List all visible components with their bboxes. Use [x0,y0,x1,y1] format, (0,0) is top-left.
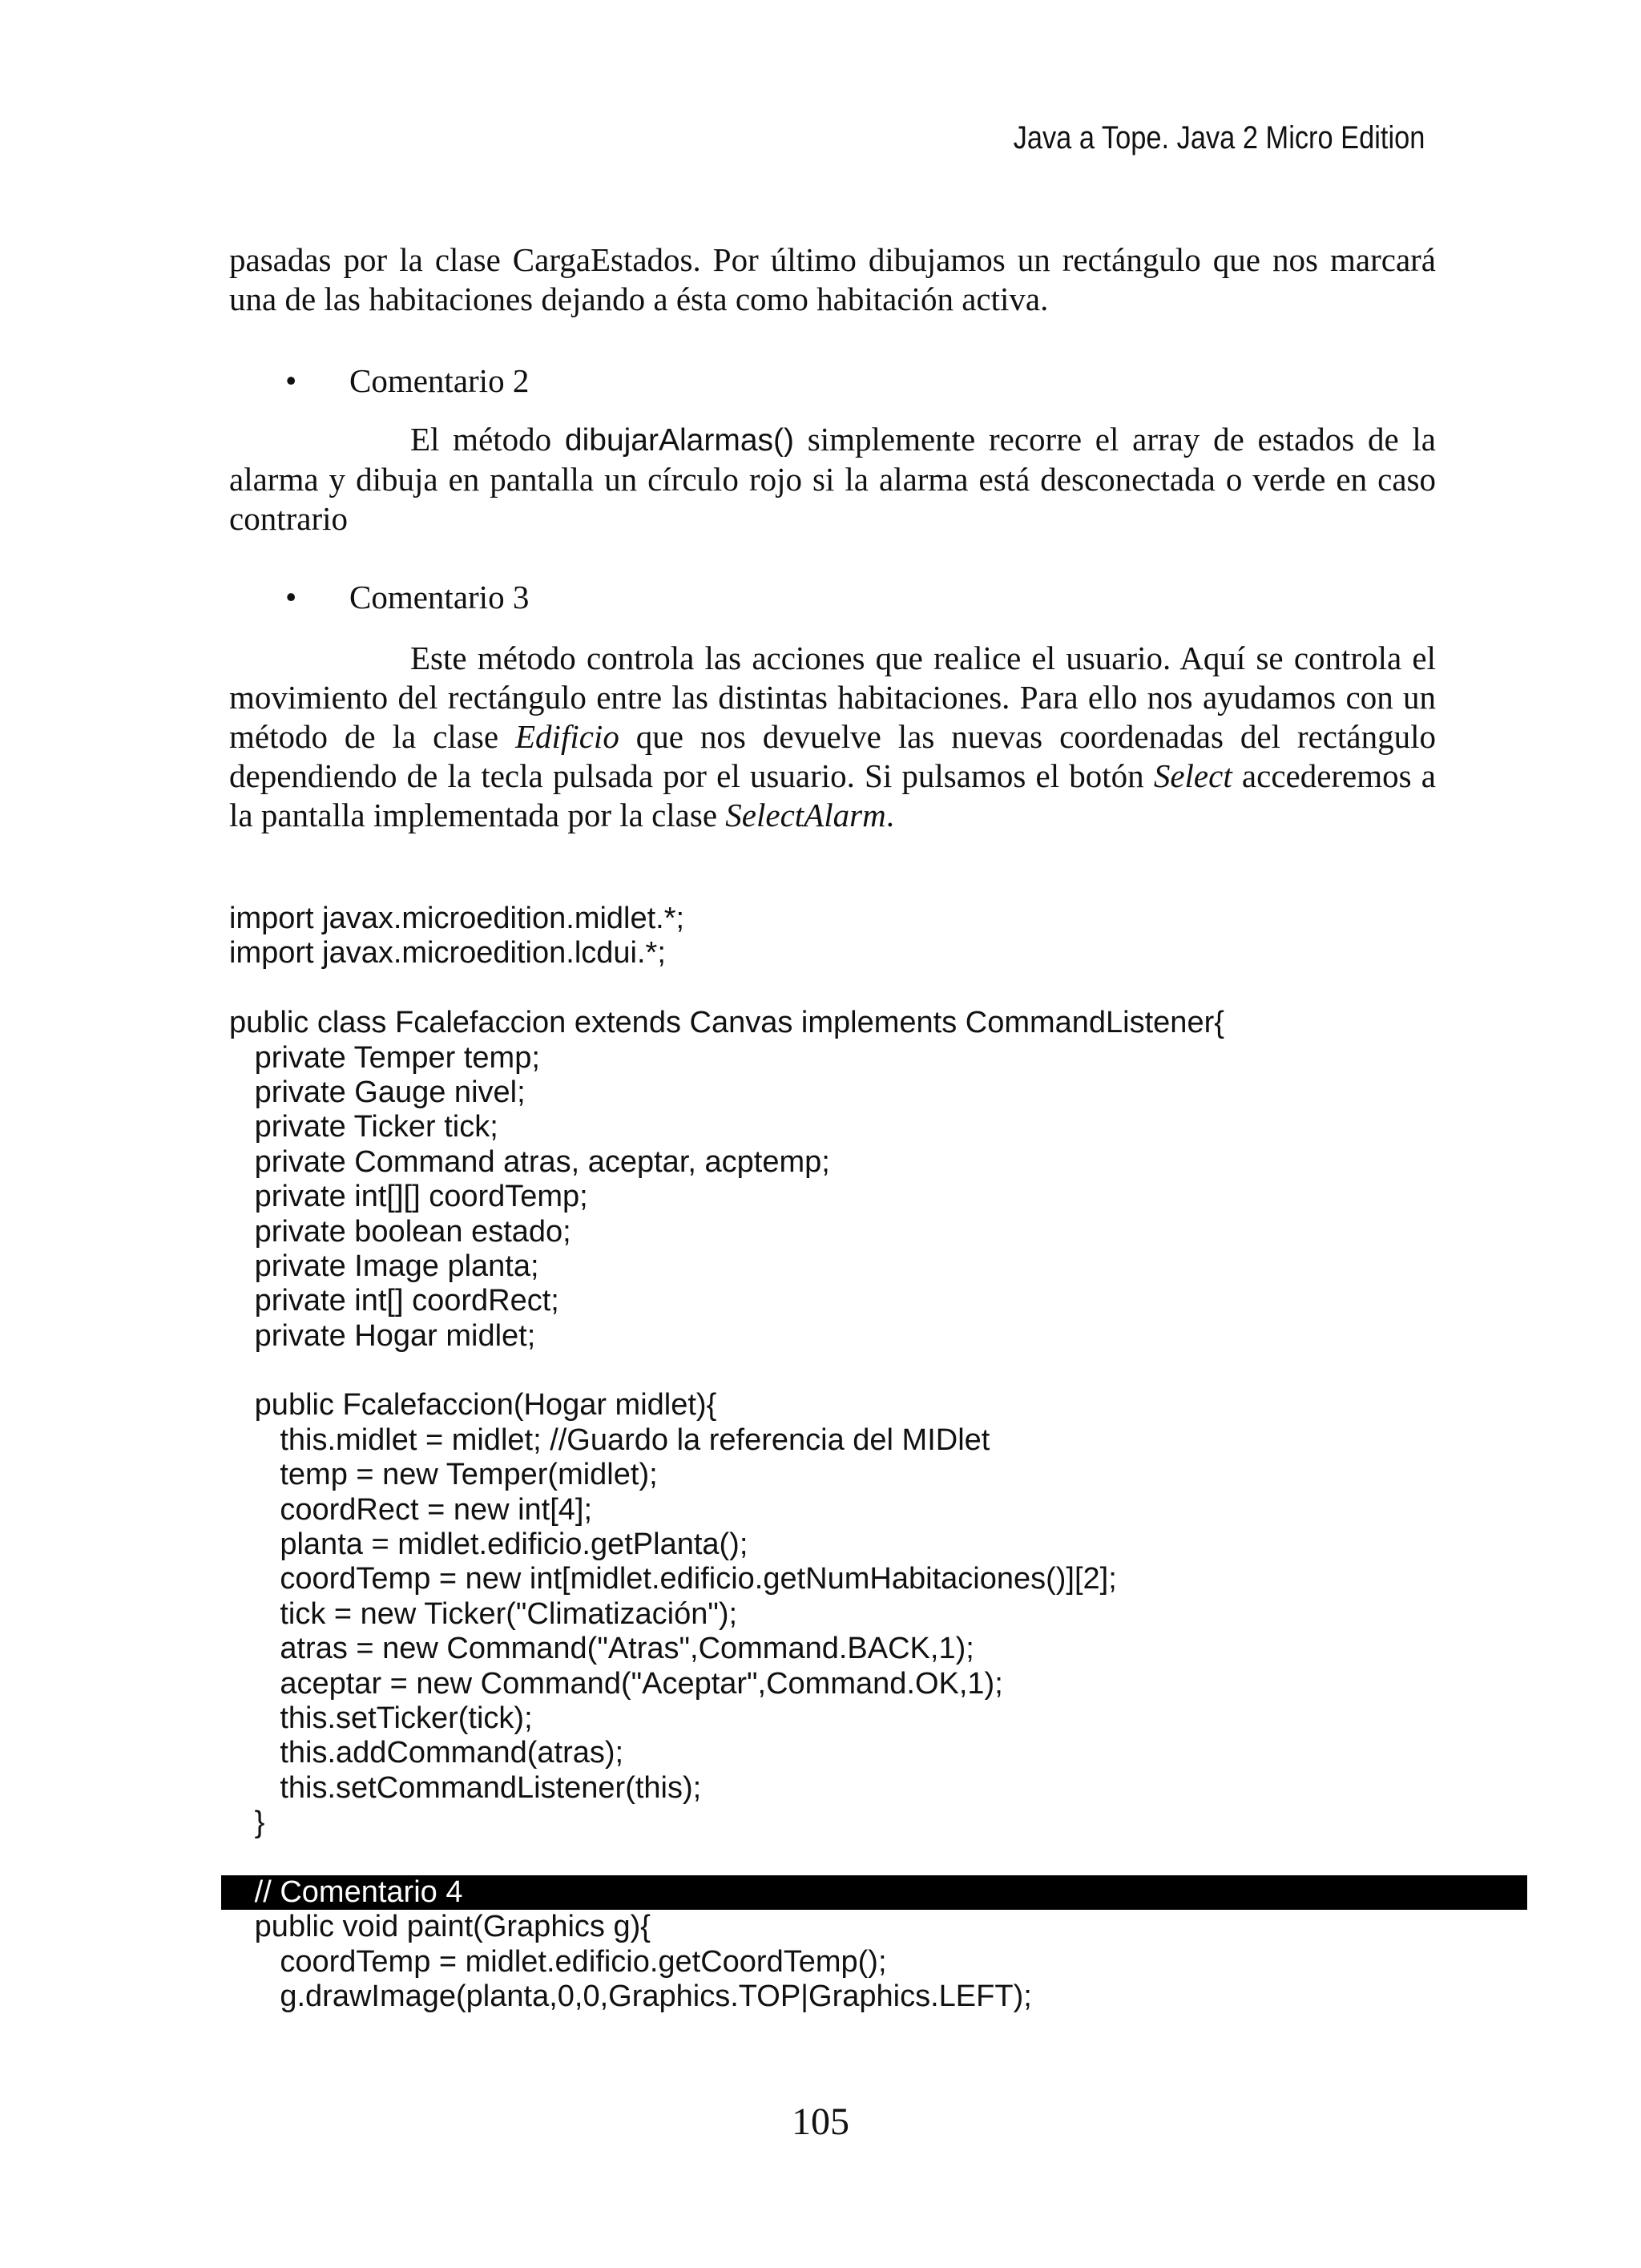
code-line: private Ticker tick; [229,1110,498,1144]
running-header: Java a Tope. Java 2 Micro Edition [1013,120,1425,155]
code-line: planta = midlet.edificio.getPlanta(); [229,1527,748,1562]
code-line: coordTemp = midlet.edificio.getCoordTemp(); [229,1944,887,1979]
code-line: this.midlet = midlet; //Guardo la referencia del MIDlet [229,1423,990,1457]
comment-3-text-3: accederemos a la pantalla implementada por la clase [229,757,1436,833]
code-line: public class Fcalefaccion extends Canvas implements CommandListener{ [229,1006,1224,1040]
code-line: g.drawImage(planta,0,0,Graphics.TOP|Graphics.LEFT); [229,1979,1032,2014]
comment-3-text-2: que nos devuelve las nuevas coordenadas del rectángulo dependiendo de la tecla pulsada por el usuario. Si pulsamos el botón [229,718,1436,794]
comment-2-text-before: El método [410,421,565,458]
code-line: private Image planta; [229,1249,539,1283]
code-line [229,971,1527,1006]
bullet-icon: • [285,362,297,399]
code-line: private Gauge nivel; [229,1075,526,1109]
code-line: aceptar = new Command("Aceptar",Command.OK,1); [229,1666,1003,1701]
comment-3-paragraph [229,639,1436,835]
intro-paragraph: pasadas por la clase CargaEstados. Por último dibujamos un rectángulo que nos marcará una de las habitaciones dejando a ésta como habitación activa. [229,241,1436,317]
method-name: dibujarAlarmas() [564,423,794,458]
code-listing [229,902,1527,2015]
code-line: } [229,1806,265,1840]
code-line-highlighted: // Comentario 4 [221,1875,1527,1910]
comment-3-text-4: . [885,797,894,833]
code-line: private int[] coordRect; [229,1284,559,1318]
code-line: import javax.microedition.midlet.*; [229,902,685,935]
page-number: 105 [792,2101,849,2143]
code-line [229,1354,1527,1388]
code-line: tick = new Ticker("Climatización"); [229,1596,738,1631]
code-line: private Hogar midlet; [229,1318,536,1353]
code-line: coordTemp = new int[midlet.edificio.getNumHabitaciones()][2]; [229,1562,1117,1596]
code-line: private boolean estado; [229,1214,571,1249]
code-line [229,1841,1527,1875]
code-line: coordRect = new int[4]; [229,1492,593,1527]
button-name-select: Select [1153,757,1232,794]
comment-2-heading [285,361,529,401]
bullet-icon: • [285,579,297,615]
code-line: this.addCommand(atras); [229,1736,624,1770]
code-line: private Temper temp; [229,1040,540,1075]
code-line: private int[][] coordTemp; [229,1180,588,1214]
comment-2-label: Comentario 2 [349,362,530,399]
code-line: public Fcalefaccion(Hogar midlet){ [229,1388,717,1423]
comment-3-text-1: Este método controla las acciones que realice el usuario. Aquí se controla el movimiento del rectángulo entre las distintas habitaciones. Para ello nos ayudamos con un método de la clase [229,640,1436,755]
code-line: this.setCommandListener(this); [229,1770,702,1805]
class-name-edificio: Edificio [515,718,619,755]
code-line: temp = new Temper(midlet); [229,1458,658,1492]
code-line: private Command atras, aceptar, acptemp; [229,1144,830,1179]
comment-3-heading [285,578,529,617]
code-line: public void paint(Graphics g){ [229,1910,651,1944]
code-line: import javax.microedition.lcdui.*; [229,936,666,971]
comment-3-label: Comentario 3 [349,579,530,615]
code-line: atras = new Command("Atras",Command.BACK,1); [229,1632,974,1666]
code-line: this.setTicker(tick); [229,1701,533,1735]
class-name-selectalarm: SelectAlarm [725,797,886,833]
comment-2-text-after: simplemente recorre el array de estados de la alarma y dibuja en pantalla un círculo rojo si la alarma está desconectada o verde en caso contrario [229,421,1436,537]
comment-2-paragraph [229,420,1436,539]
